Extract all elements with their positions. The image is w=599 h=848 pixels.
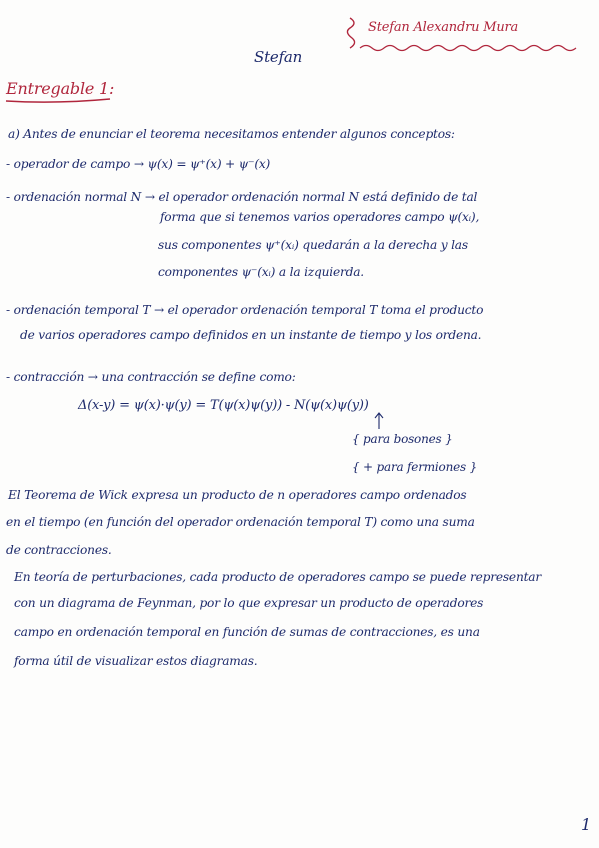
- signature: Stefan: [254, 48, 303, 66]
- text-line-9: - contracción → una contracción se define como:: [6, 370, 296, 384]
- text-line-7: - ordenación temporal T → el operador ordenación temporal T toma el producto: [6, 303, 484, 317]
- text-line-4: forma que si tenemos varios operadores campo ψ(xᵢ),: [160, 210, 480, 224]
- text-line-1: a) Antes de enunciar el teorema necesitamos entender algunos conceptos:: [8, 127, 455, 141]
- author-brace: [347, 18, 354, 48]
- author-underline: [360, 46, 576, 51]
- text-line-16: En teoría de perturbaciones, cada producto de operadores campo se puede representar: [14, 570, 541, 584]
- text-line-18: campo en ordenación temporal en función de sumas de contracciones, es una: [14, 625, 480, 639]
- title-underline: [6, 99, 110, 102]
- page-number: 1: [581, 815, 591, 834]
- sign-note-fermions: { + para fermiones }: [352, 460, 478, 474]
- text-line-17: con un diagrama de Feynman, por lo que expresar un producto de operadores: [14, 596, 484, 610]
- page-title: Entregable 1:: [6, 79, 115, 98]
- sign-arrow: [375, 413, 383, 429]
- text-line-13: El Teorema de Wick expresa un producto de n operadores campo ordenados: [8, 488, 467, 502]
- text-line-2: - operador de campo → ψ(x) = ψ⁺(x) + ψ⁻(x): [6, 157, 271, 171]
- author-name: Stefan Alexandru Mura: [368, 20, 519, 35]
- contraction-equation: Δ(x-y) = ψ(x)·ψ(y) = T(ψ(x)ψ(y)) - N(ψ(x)ψ(y)): [78, 398, 369, 413]
- text-line-14: en el tiempo (en función del operador ordenación temporal T) como una suma: [6, 515, 475, 529]
- text-line-15: de contracciones.: [6, 543, 112, 557]
- sign-note-bosons: { para bosones }: [352, 432, 453, 446]
- text-line-8: de varios operadores campo definidos en un instante de tiempo y los ordena.: [20, 328, 482, 342]
- text-line-5: sus componentes ψ⁺(xᵢ) quedarán a la derecha y las: [158, 238, 468, 252]
- text-line-19: forma útil de visualizar estos diagramas.: [14, 654, 258, 668]
- text-line-3: - ordenación normal N → el operador ordenación normal N está definido de tal: [6, 190, 478, 204]
- text-line-6: componentes ψ⁻(xᵢ) a la izquierda.: [158, 265, 364, 279]
